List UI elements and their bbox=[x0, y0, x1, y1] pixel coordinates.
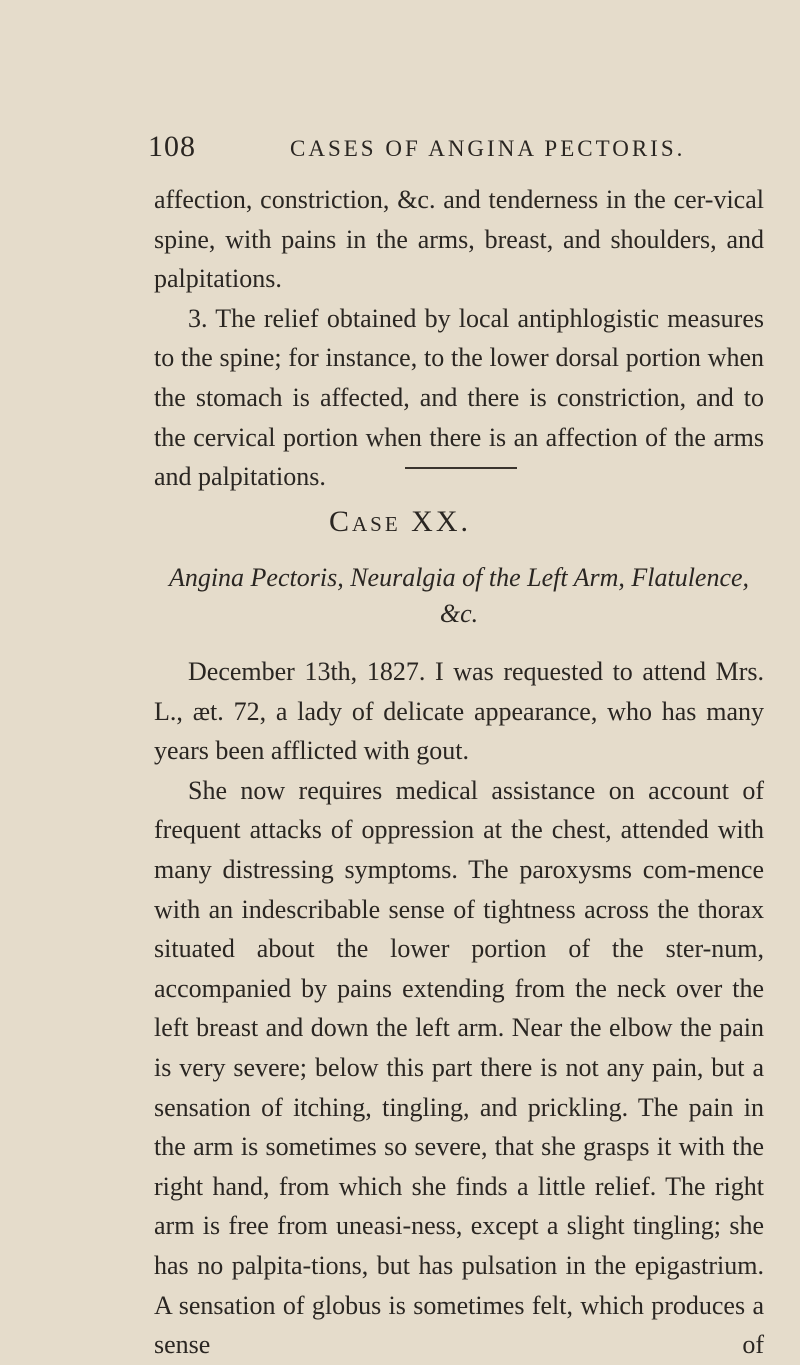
section-case bbox=[154, 652, 764, 1365]
paragraph-case-intro: December 13th, 1827. I was requested to attend Mrs. L., æt. 72, a lady of delicate appearance, who has many years been afflicted with gout. bbox=[154, 657, 764, 766]
section-divider bbox=[405, 467, 517, 469]
page-header bbox=[148, 130, 748, 170]
paragraph-point-3: 3. The relief obtained by local antiphlogistic measures to the spine; for instance, to the lower dorsal portion when the stomach is affected, and there is constriction, and to the cervical portion when there is an affection of the arms and palpitations. bbox=[154, 303, 764, 492]
running-head: CASES OF ANGINA PECTORIS. bbox=[290, 136, 686, 161]
section-top bbox=[154, 180, 764, 497]
case-subtitle: Angina Pectoris, Neuralgia of the Left Arm, Flatulence, &c. bbox=[168, 563, 750, 628]
paragraph-case-symptoms: She now requires medical assistance on account of frequent attacks of oppression at the chest, attended with many distressing symptoms. The paroxysms com-mence with an indescribable sense of tightness across the thorax situated about the lower portion of the ster-num, accompanied by pains extending from the neck over the left breast and down the left arm. Near the elbow the pain is very severe; below this part there is not any pain, but a sensation of itching, tingling, and prickling. The pain in the arm is sometimes so severe, that she grasps it with the right hand, from which she finds a little relief. The right arm is free from uneasi-ness, except a slight tingling; she has no palpita-tions, but has pulsation in the epigastrium. A sensation of globus is sometimes felt, which produces a sense of bbox=[154, 775, 764, 1360]
page-number: 108 bbox=[148, 130, 196, 163]
paragraph-continuation: affection, constriction, &c. and tenderness in the cer-vical spine, with pains in the arms, breast, and shoulders, and palpitations. bbox=[154, 185, 764, 294]
case-heading: Case XX. bbox=[328, 505, 471, 538]
